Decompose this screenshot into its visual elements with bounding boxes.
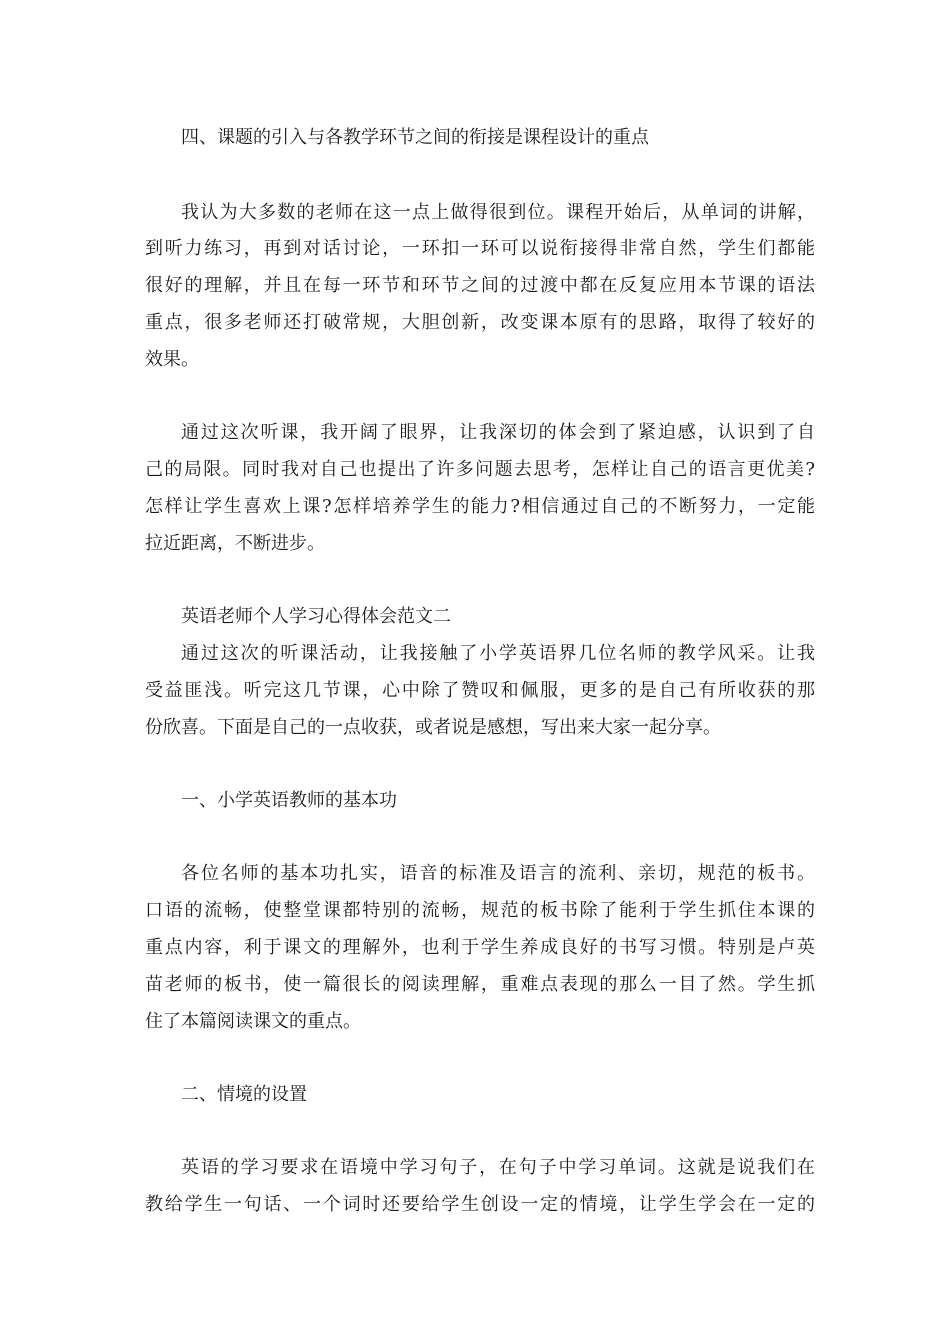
paragraph-line: 口语的流畅，使整堂课都特别的流畅，规范的板书除了能利于学生抓住本课的 bbox=[145, 900, 815, 921]
paragraph-line: 到听力练习，再到对话讨论，一环扣一环可以说衔接得非常自然，学生们都能 bbox=[145, 238, 815, 259]
paragraph-line: 英语的学习要求在语境中学习句子，在句子中学习单词。这就是说我们在 bbox=[181, 1157, 815, 1178]
paragraph-line: 受益匪浅。听完这几节课，心中除了赞叹和佩服，更多的是自己有所收获的那 bbox=[145, 680, 815, 701]
paragraph-line: 各位名师的基本功扎实，语音的标准及语言的流利、亲切，规范的板书。 bbox=[181, 863, 815, 884]
paragraph-line: 苗老师的板书，使一篇很长的阅读理解，重难点表现的那么一目了然。学生抓 bbox=[145, 974, 815, 995]
paragraph-line: 教给学生一句话、一个词时还要给学生创设一定的情境，让学生学会在一定的 bbox=[145, 1194, 815, 1215]
paragraph-line: 己的局限。同时我对自己也提出了许多问题去思考，怎样让自己的语言更优美? bbox=[145, 459, 815, 480]
section-title: 英语老师个人学习心得体会范文二 bbox=[181, 606, 451, 627]
paragraph-line: 份欣喜。下面是自己的一点收获，或者说是感想，写出来大家一起分享。 bbox=[145, 717, 721, 738]
paragraph-line: 住了本篇阅读课文的重点。 bbox=[145, 1011, 361, 1032]
paragraph-line: 通过这次的听课活动，让我接触了小学英语界几位名师的教学风采。让我 bbox=[181, 643, 815, 664]
heading-two: 二、情境的设置 bbox=[181, 1084, 307, 1105]
heading-four: 四、课题的引入与各教学环节之间的衔接是课程设计的重点 bbox=[181, 127, 649, 148]
paragraph-line: 重点内容，利于课文的理解外，也利于学生养成良好的书写习惯。特别是卢英 bbox=[145, 937, 815, 958]
paragraph-line: 很好的理解，并且在每一环节和环节之间的过渡中都在反复应用本节课的语法 bbox=[145, 275, 815, 296]
paragraph-line: 效果。 bbox=[145, 349, 199, 370]
paragraph-line: 拉近距离，不断进步。 bbox=[145, 533, 325, 554]
paragraph-line: 通过这次听课，我开阔了眼界，让我深切的体会到了紧迫感，认识到了自 bbox=[181, 422, 815, 443]
paragraph-line: 重点，很多老师还打破常规，大胆创新，改变课本原有的思路，取得了较好的 bbox=[145, 312, 815, 333]
paragraph-line: 怎样让学生喜欢上课?怎样培养学生的能力?相信通过自己的不断努力，一定能 bbox=[145, 496, 815, 517]
paragraph-line: 我认为大多数的老师在这一点上做得很到位。课程开始后，从单词的讲解， bbox=[181, 202, 815, 223]
heading-one: 一、小学英语教师的基本功 bbox=[181, 790, 397, 811]
